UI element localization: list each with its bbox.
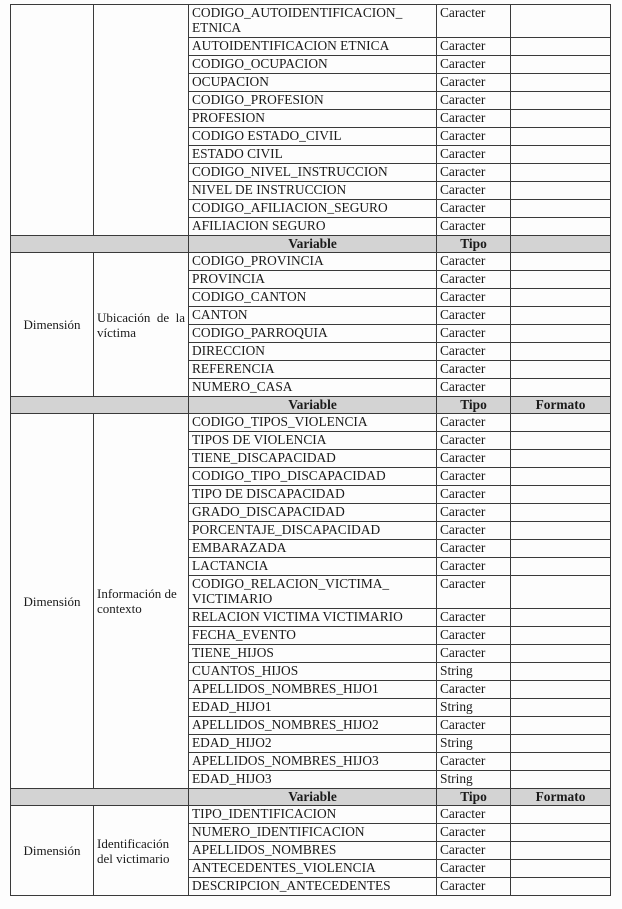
- variable-cell: CODIGO_PROFESION: [189, 92, 437, 110]
- variable-cell: RELACION VICTIMA VICTIMARIO: [189, 609, 437, 627]
- variable-cell: TIENE_HIJOS: [189, 645, 437, 663]
- tipo-cell: Caracter: [437, 504, 511, 522]
- formato-cell: [511, 325, 611, 343]
- tipo-cell: Caracter: [437, 289, 511, 307]
- table-header-row: [11, 236, 611, 253]
- table-row: [11, 414, 611, 432]
- table-header-row: [11, 397, 611, 414]
- table-row: [11, 806, 611, 824]
- formato-cell: [511, 842, 611, 860]
- formato-cell: [511, 699, 611, 717]
- variable-cell: NUMERO_CASA: [189, 379, 437, 397]
- dimension-cell: Dimensión: [11, 253, 94, 397]
- formato-cell: [511, 468, 611, 486]
- tipo-cell: Caracter: [437, 379, 511, 397]
- variable-cell: NIVEL DE INSTRUCCION: [189, 182, 437, 200]
- formato-cell: [511, 146, 611, 164]
- variable-cell: CODIGO_TIPO_DISCAPACIDAD: [189, 468, 437, 486]
- tipo-cell: Caracter: [437, 576, 511, 609]
- formato-cell: [511, 806, 611, 824]
- formato-cell: [511, 128, 611, 146]
- variable-cell: DIRECCION: [189, 343, 437, 361]
- tipo-cell: Caracter: [437, 56, 511, 74]
- dimension-cell: Dimensión: [11, 414, 94, 789]
- tipo-cell: Caracter: [437, 717, 511, 735]
- variable-cell: TIPOS DE VIOLENCIA: [189, 432, 437, 450]
- formato-cell: [511, 38, 611, 56]
- formato-cell: [511, 432, 611, 450]
- tipo-cell: Caracter: [437, 627, 511, 645]
- header-blank-cell: [11, 397, 189, 414]
- variable-cell: AUTOIDENTIFICACION ETNICA: [189, 38, 437, 56]
- tipo-cell: Caracter: [437, 271, 511, 289]
- tipo-cell: Caracter: [437, 182, 511, 200]
- tipo-cell: Caracter: [437, 540, 511, 558]
- tipo-cell: String: [437, 663, 511, 681]
- variable-cell: CUANTOS_HIJOS: [189, 663, 437, 681]
- formato-cell: [511, 735, 611, 753]
- subdimension-cell: Ubicación de la víctima: [94, 253, 189, 397]
- formato-cell: [511, 92, 611, 110]
- variable-cell: APELLIDOS_NOMBRES_HIJO1: [189, 681, 437, 699]
- tipo-cell: Caracter: [437, 164, 511, 182]
- formato-cell: [511, 271, 611, 289]
- tipo-cell: Caracter: [437, 361, 511, 379]
- formato-cell: [511, 379, 611, 397]
- tipo-cell: Caracter: [437, 860, 511, 878]
- variable-cell: OCUPACION: [189, 74, 437, 92]
- formato-cell: [511, 771, 611, 789]
- variable-cell: GRADO_DISCAPACIDAD: [189, 504, 437, 522]
- tipo-cell: Caracter: [437, 343, 511, 361]
- tipo-cell: Caracter: [437, 842, 511, 860]
- variable-cell: CODIGO ESTADO_CIVIL: [189, 128, 437, 146]
- tipo-cell: Caracter: [437, 200, 511, 218]
- formato-cell: [511, 5, 611, 38]
- tipo-cell: Caracter: [437, 432, 511, 450]
- formato-cell: [511, 450, 611, 468]
- header-formato: [511, 236, 611, 253]
- variable-cell: CODIGO_AUTOIDENTIFICACION_ ETNICA: [189, 5, 437, 38]
- variable-cell: CODIGO_AFILIACION_SEGURO: [189, 200, 437, 218]
- header-variable: Variable: [189, 236, 437, 253]
- tipo-cell: String: [437, 699, 511, 717]
- variable-cell: DESCRIPCION_ANTECEDENTES: [189, 878, 437, 896]
- variable-cell: CODIGO_PARROQUIA: [189, 325, 437, 343]
- formato-cell: [511, 414, 611, 432]
- variable-cell: PROVINCIA: [189, 271, 437, 289]
- tipo-cell: Caracter: [437, 806, 511, 824]
- variable-cell: APELLIDOS_NOMBRES: [189, 842, 437, 860]
- formato-cell: [511, 627, 611, 645]
- variable-cell: TIPO DE DISCAPACIDAD: [189, 486, 437, 504]
- formato-cell: [511, 878, 611, 896]
- formato-cell: [511, 74, 611, 92]
- tipo-cell: Caracter: [437, 38, 511, 56]
- formato-cell: [511, 200, 611, 218]
- variables-table: [10, 4, 611, 896]
- tipo-cell: Caracter: [437, 92, 511, 110]
- subdimension-cell: Información de contexto: [94, 414, 189, 789]
- variable-cell: ESTADO CIVIL: [189, 146, 437, 164]
- variable-cell: EDAD_HIJO1: [189, 699, 437, 717]
- tipo-cell: Caracter: [437, 468, 511, 486]
- formato-cell: [511, 860, 611, 878]
- table-row: [11, 5, 611, 38]
- formato-cell: [511, 824, 611, 842]
- variable-cell: NUMERO_IDENTIFICACION: [189, 824, 437, 842]
- tipo-cell: Caracter: [437, 824, 511, 842]
- variable-cell: APELLIDOS_NOMBRES_HIJO2: [189, 717, 437, 735]
- formato-cell: [511, 56, 611, 74]
- variable-cell: EDAD_HIJO2: [189, 735, 437, 753]
- formato-cell: [511, 343, 611, 361]
- tipo-cell: Caracter: [437, 681, 511, 699]
- header-tipo: Tipo: [437, 397, 511, 414]
- formato-cell: [511, 218, 611, 236]
- variable-cell: TIPO_IDENTIFICACION: [189, 806, 437, 824]
- header-tipo: Tipo: [437, 236, 511, 253]
- formato-cell: [511, 253, 611, 271]
- variable-cell: EDAD_HIJO3: [189, 771, 437, 789]
- variable-cell: ANTECEDENTES_VIOLENCIA: [189, 860, 437, 878]
- header-blank-cell: [11, 789, 189, 806]
- formato-cell: [511, 307, 611, 325]
- formato-cell: [511, 753, 611, 771]
- table-row: [11, 253, 611, 271]
- formato-cell: [511, 182, 611, 200]
- tipo-cell: Caracter: [437, 414, 511, 432]
- header-variable: Variable: [189, 789, 437, 806]
- variable-cell: CODIGO_NIVEL_INSTRUCCION: [189, 164, 437, 182]
- variable-cell: EMBARAZADA: [189, 540, 437, 558]
- header-formato: Formato: [511, 789, 611, 806]
- tipo-cell: Caracter: [437, 450, 511, 468]
- tipo-cell: Caracter: [437, 609, 511, 627]
- formato-cell: [511, 540, 611, 558]
- variable-cell: PROFESION: [189, 110, 437, 128]
- variable-cell: LACTANCIA: [189, 558, 437, 576]
- header-variable: Variable: [189, 397, 437, 414]
- variable-cell: AFILIACION SEGURO: [189, 218, 437, 236]
- formato-cell: [511, 522, 611, 540]
- variable-cell: CODIGO_PROVINCIA: [189, 253, 437, 271]
- formato-cell: [511, 110, 611, 128]
- variable-cell: TIENE_DISCAPACIDAD: [189, 450, 437, 468]
- formato-cell: [511, 681, 611, 699]
- header-tipo: Tipo: [437, 789, 511, 806]
- tipo-cell: String: [437, 771, 511, 789]
- formato-cell: [511, 576, 611, 609]
- formato-cell: [511, 645, 611, 663]
- formato-cell: [511, 486, 611, 504]
- formato-cell: [511, 289, 611, 307]
- table-header-row: [11, 789, 611, 806]
- formato-cell: [511, 717, 611, 735]
- formato-cell: [511, 609, 611, 627]
- tipo-cell: String: [437, 735, 511, 753]
- subdimension-cell: [94, 5, 189, 236]
- tipo-cell: Caracter: [437, 486, 511, 504]
- tipo-cell: Caracter: [437, 146, 511, 164]
- tipo-cell: Caracter: [437, 218, 511, 236]
- tipo-cell: Caracter: [437, 128, 511, 146]
- tipo-cell: Caracter: [437, 522, 511, 540]
- header-blank-cell: [11, 236, 189, 253]
- tipo-cell: Caracter: [437, 307, 511, 325]
- formato-cell: [511, 164, 611, 182]
- variable-cell: CODIGO_OCUPACION: [189, 56, 437, 74]
- variable-cell: CODIGO_TIPOS_VIOLENCIA: [189, 414, 437, 432]
- tipo-cell: Caracter: [437, 325, 511, 343]
- variable-cell: REFERENCIA: [189, 361, 437, 379]
- formato-cell: [511, 558, 611, 576]
- variable-cell: FECHA_EVENTO: [189, 627, 437, 645]
- variable-cell: APELLIDOS_NOMBRES_HIJO3: [189, 753, 437, 771]
- dimension-cell: [11, 5, 94, 236]
- formato-cell: [511, 361, 611, 379]
- tipo-cell: Caracter: [437, 878, 511, 896]
- header-formato: Formato: [511, 397, 611, 414]
- formato-cell: [511, 663, 611, 681]
- subdimension-cell: Identificación del victimario: [94, 806, 189, 896]
- formato-cell: [511, 504, 611, 522]
- variable-cell: CODIGO_CANTON: [189, 289, 437, 307]
- tipo-cell: Caracter: [437, 110, 511, 128]
- dimension-cell: Dimensión: [11, 806, 94, 896]
- tipo-cell: Caracter: [437, 753, 511, 771]
- variable-cell: PORCENTAJE_DISCAPACIDAD: [189, 522, 437, 540]
- tipo-cell: Caracter: [437, 558, 511, 576]
- tipo-cell: Caracter: [437, 74, 511, 92]
- variable-cell: CANTON: [189, 307, 437, 325]
- tipo-cell: Caracter: [437, 645, 511, 663]
- variable-cell: CODIGO_RELACION_VICTIMA_ VICTIMARIO: [189, 576, 437, 609]
- tipo-cell: Caracter: [437, 253, 511, 271]
- tipo-cell: Caracter: [437, 5, 511, 38]
